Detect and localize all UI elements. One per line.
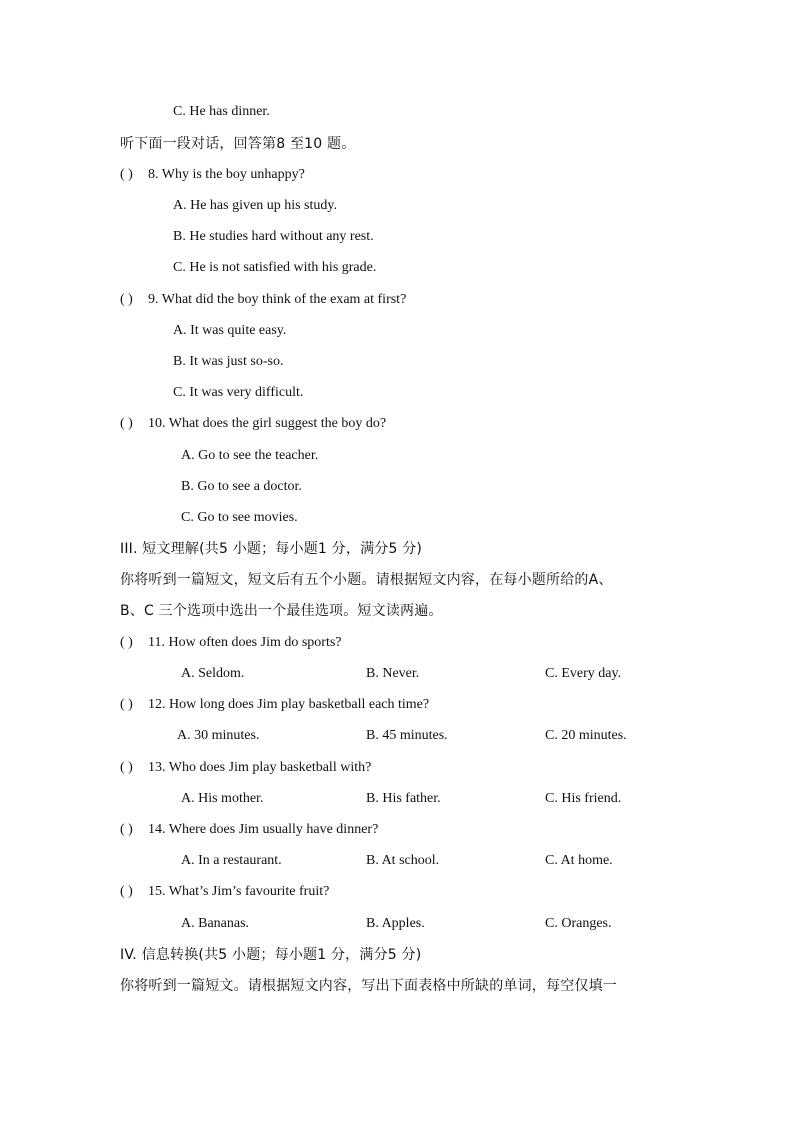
question-text: 12. How long does Jim play basketball each time? [148,697,430,712]
q8-option-c: C. He is not satisfied with his grade. [173,260,377,275]
option-c: C. Every day. [545,666,622,681]
q10-option-c: C. Go to see movies. [181,510,298,525]
answer-blank[interactable]: ( ) [120,635,133,650]
option-b: B. 45 minutes. [366,728,448,743]
option-b: B. His father. [366,791,441,806]
q9-option-c: C. It was very difficult. [173,385,304,400]
dialog-instruction: 听下面一段对话，回答第8 至10 题。 [120,136,356,152]
q8-option-a: A. He has given up his study. [173,198,337,213]
option-a: A. Bananas. [181,916,250,931]
option-c: C. 20 minutes. [545,728,627,743]
q9-option-b: B. It was just so-so. [173,354,284,369]
option-a: A. 30 minutes. [177,728,260,743]
section-3-title: III. 短文理解(共5 小题；每小题1 分，满分5 分) [120,541,423,557]
section-4-instruction: 你将听到一篇短文。请根据短文内容，写出下面表格中所缺的单词，每空仅填一 [120,978,617,994]
question-text: 15. What’s Jim’s favourite fruit? [148,884,330,899]
question-text: 9. What did the boy think of the exam at first? [148,292,407,307]
answer-blank[interactable]: ( ) [120,416,133,431]
question-text: 8. Why is the boy unhappy? [148,167,305,182]
section-4-title: IV. 信息转换(共5 小题；每小题1 分，满分5 分) [120,947,422,963]
q9-option-a: A. It was quite easy. [173,323,287,338]
q8-option-b: B. He studies hard without any rest. [173,229,374,244]
option-c: C. Oranges. [545,916,612,931]
question-text: 13. Who does Jim play basketball with? [148,760,372,775]
answer-blank[interactable]: ( ) [120,292,133,307]
section-3-instruction-cont: B、C 三个选项中选出一个最佳选项。短文读两遍。 [120,603,443,619]
question-text: 14. Where does Jim usually have dinner? [148,822,379,837]
option-c: C. At home. [545,853,613,868]
option-b: B. At school. [366,853,440,868]
answer-blank[interactable]: ( ) [120,884,133,899]
answer-blank[interactable]: ( ) [120,822,133,837]
answer-blank[interactable]: ( ) [120,697,133,712]
q10-option-a: A. Go to see the teacher. [181,448,319,463]
question-text: 10. What does the girl suggest the boy do? [148,416,387,431]
option-a: A. Seldom. [181,666,245,681]
section-3-instruction: 你将听到一篇短文，短文后有五个小题。请根据短文内容，在每小题所给的A、 [120,572,613,588]
option-a: A. His mother. [181,791,264,806]
answer-blank[interactable]: ( ) [120,167,133,182]
option-c: C. His friend. [545,791,622,806]
q7-option-c: C. He has dinner. [173,104,270,119]
option-b: B. Apples. [366,916,425,931]
option-a: A. In a restaurant. [181,853,282,868]
question-text: 11. How often does Jim do sports? [148,635,342,650]
option-b: B. Never. [366,666,420,681]
answer-blank[interactable]: ( ) [120,760,133,775]
q10-option-b: B. Go to see a doctor. [181,479,302,494]
